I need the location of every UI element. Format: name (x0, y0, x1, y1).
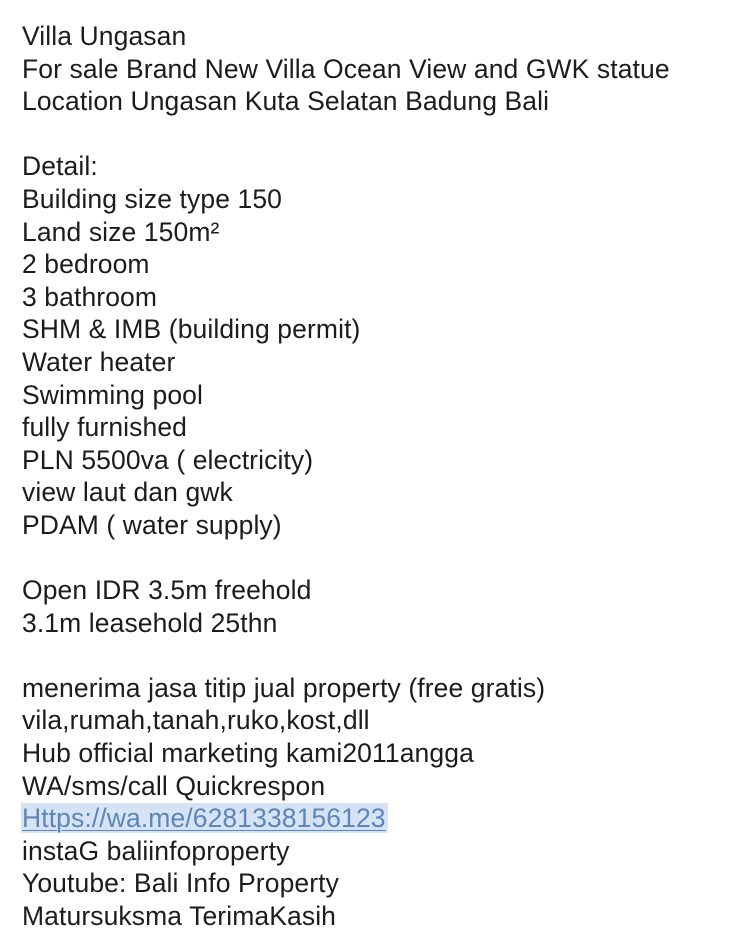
detail-item-water-heater: Water heater (22, 346, 176, 377)
listing-headline: For sale Brand New Villa Ocean View and GWK statue (22, 53, 670, 84)
detail-item-bathrooms: 3 bathroom (22, 281, 158, 312)
closing-line: Matursuksma TerimaKasih (22, 901, 337, 932)
listing-post (22, 20, 742, 933)
blank-line (22, 118, 742, 151)
detail-item-water-supply: PDAM ( water supply) (22, 509, 282, 540)
detail-item-permit: SHM & IMB (building permit) (22, 314, 361, 345)
detail-item-bedrooms: 2 bedroom (22, 249, 150, 280)
whatsapp-link[interactable]: Https://wa.me/6281338156123 (22, 803, 386, 834)
listing-title: Villa Ungasan (22, 21, 187, 51)
detail-item-view: view laut dan gwk (22, 477, 233, 508)
contact-methods: WA/sms/call Quickrespon (22, 770, 326, 801)
detail-item-furnished: fully furnished (22, 412, 188, 443)
contact-marketing: Hub official marketing kami2011angga (22, 738, 474, 769)
price-freehold: Open IDR 3.5m freehold (22, 575, 312, 606)
detail-item-land-size: Land size 150m² (22, 216, 220, 247)
price-leasehold: 3.1m leasehold 25thn (22, 607, 278, 638)
contact-youtube: Youtube: Bali Info Property (22, 868, 339, 899)
blank-line (22, 639, 742, 672)
detail-item-building-size: Building size type 150 (22, 183, 283, 214)
contact-service-line: menerima jasa titip jual property (free gratis) (22, 672, 546, 703)
contact-instagram: instaG baliinfoproperty (22, 835, 290, 866)
listing-location: Location Ungasan Kuta Selatan Badung Bali (22, 86, 550, 117)
whatsapp-link-row (22, 802, 742, 835)
detail-list (22, 183, 742, 542)
detail-item-pool: Swimming pool (22, 379, 203, 410)
detail-header: Detail: (22, 151, 98, 182)
contact-property-types: vila,rumah,tanah,ruko,kost,dll (22, 705, 370, 736)
blank-line (22, 542, 742, 575)
detail-item-electricity: PLN 5500va ( electricity) (22, 444, 314, 475)
